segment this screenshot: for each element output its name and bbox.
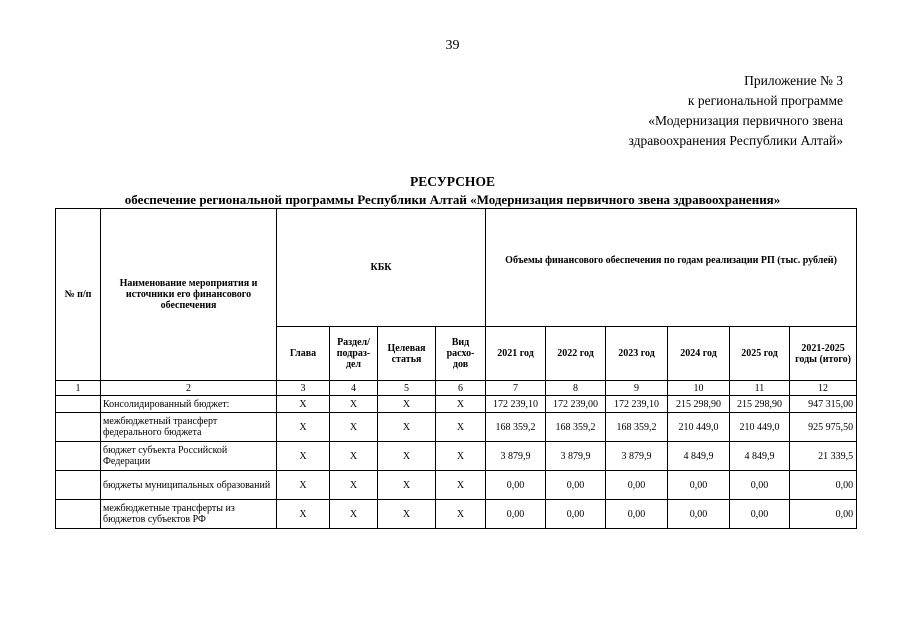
row-value: 925 975,50 [790,413,857,442]
row-name: Консолидированный бюджет: [101,396,277,413]
row-value: 4 849,9 [668,442,730,471]
row-value: 0,00 [730,471,790,500]
row-value: 215 298,90 [730,396,790,413]
appendix-line-4: здравоохранения Республики Алтай» [628,133,843,148]
column-number: 8 [546,381,606,396]
row-kbk: Х [330,396,378,413]
row-name: бюджет субъекта Российской Федерации [101,442,277,471]
header-kbk-col: Глава [277,327,330,381]
column-number: 4 [330,381,378,396]
appendix-note [628,71,843,151]
row-value: 0,00 [790,500,857,529]
row-kbk: Х [330,471,378,500]
row-kbk: Х [378,471,436,500]
header-year-col: 2025 год [730,327,790,381]
column-number: 6 [436,381,486,396]
row-value: 168 359,2 [486,413,546,442]
header-kbk-col: Целевая статья [378,327,436,381]
header-year-col: 2021 год [486,327,546,381]
row-kbk: Х [277,471,330,500]
column-number: 9 [606,381,668,396]
row-value: 0,00 [730,500,790,529]
row-num [56,471,101,500]
header-kbk-col: Вид расхо- дов [436,327,486,381]
header-volumes: Объемы финансового обеспечения по годам реализации РП (тыс. рублей) [486,209,857,327]
table-row [56,500,857,529]
row-value: 21 339,5 [790,442,857,471]
header-kbk: КБК [277,209,486,327]
row-value: 168 359,2 [546,413,606,442]
row-kbk: Х [277,396,330,413]
header-year-col: 2023 год [606,327,668,381]
row-kbk: Х [378,442,436,471]
row-value: 172 239,10 [486,396,546,413]
row-value: 0,00 [486,471,546,500]
column-number: 2 [101,381,277,396]
document-title: РЕСУРСНОЕ [410,174,495,189]
row-kbk: Х [436,413,486,442]
row-kbk: Х [378,413,436,442]
row-value: 0,00 [546,500,606,529]
row-kbk: Х [378,500,436,529]
column-number: 1 [56,381,101,396]
column-number: 10 [668,381,730,396]
row-num [56,396,101,413]
row-value: 0,00 [668,471,730,500]
row-value: 0,00 [668,500,730,529]
row-kbk: Х [277,442,330,471]
row-value: 3 879,9 [606,442,668,471]
row-name: межбюджетный трансферт федерального бюджета [101,413,277,442]
row-value: 168 359,2 [606,413,668,442]
row-num [56,500,101,529]
row-kbk: Х [277,500,330,529]
row-kbk: Х [378,396,436,413]
header-row-top [56,209,857,327]
document-subtitle: обеспечение региональной программы Республики Алтай «Модернизация первичного звена здравоохранения» [124,192,781,207]
row-kbk: Х [330,500,378,529]
appendix-line-3: «Модернизация первичного звена [648,113,843,128]
column-number-row [56,381,857,396]
header-year-col: 2022 год [546,327,606,381]
row-value: 210 449,0 [730,413,790,442]
row-kbk: Х [436,442,486,471]
resource-table [55,208,857,529]
row-value: 0,00 [546,471,606,500]
header-year-col: 2024 год [668,327,730,381]
row-kbk: Х [330,442,378,471]
row-value: 947 315,00 [790,396,857,413]
row-kbk: Х [330,413,378,442]
row-value: 210 449,0 [668,413,730,442]
column-number: 7 [486,381,546,396]
column-number: 11 [730,381,790,396]
row-name: межбюджетные трансферты из бюджетов субъектов РФ [101,500,277,529]
row-num [56,413,101,442]
appendix-line-2: к региональной программе [687,93,843,108]
column-number: 5 [378,381,436,396]
row-value: 3 879,9 [546,442,606,471]
row-value: 0,00 [606,500,668,529]
row-kbk: Х [277,413,330,442]
table-row [56,442,857,471]
row-value: 172 239,00 [546,396,606,413]
row-value: 3 879,9 [486,442,546,471]
table-row [56,396,857,413]
header-name: Наименование мероприятия и источники его финансового обеспечения [101,209,277,381]
row-kbk: Х [436,471,486,500]
row-value: 4 849,9 [730,442,790,471]
row-value: 0,00 [606,471,668,500]
row-kbk: Х [436,500,486,529]
table-row [56,471,857,500]
row-num [56,442,101,471]
page-number: 39 [445,38,460,53]
row-value: 215 298,90 [668,396,730,413]
row-value: 0,00 [486,500,546,529]
header-year-col: 2021-2025 годы (итого) [790,327,857,381]
appendix-line-1: Приложение № 3 [744,73,843,88]
row-kbk: Х [436,396,486,413]
row-value: 172 239,10 [606,396,668,413]
table-row [56,413,857,442]
header-kbk-col: Раздел/ подраз- дел [330,327,378,381]
column-number: 3 [277,381,330,396]
row-name: бюджеты муниципальных образований [101,471,277,500]
header-num: № п/п [56,209,101,381]
column-number: 12 [790,381,857,396]
row-value: 0,00 [790,471,857,500]
